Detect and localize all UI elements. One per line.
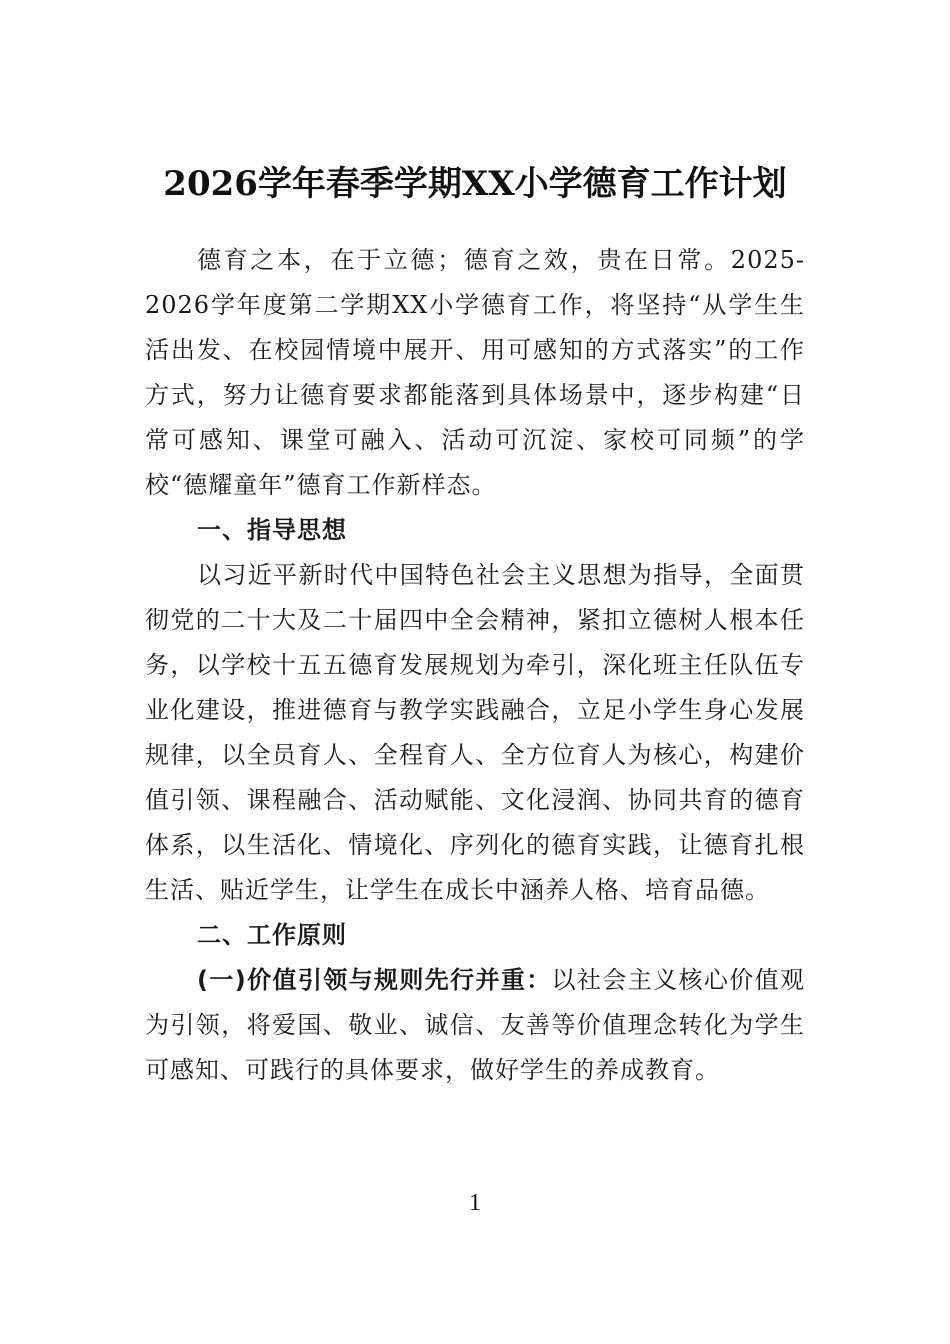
principle-item-1 [145,958,805,1093]
page-number: 1 [469,1190,481,1216]
principle-item-1-lead: (一)价值引领与规则先行并重： [197,966,552,994]
section-heading-guiding-ideology: 一、指导思想 [197,516,347,544]
document-title: 2026学年春季学期XX小学德育工作计划 [163,164,787,204]
document-body [145,238,805,1093]
section-heading-work-principles: 二、工作原则 [197,921,347,949]
guiding-ideology-paragraph: 以习近平新时代中国特色社会主义思想为指导，全面贯彻党的二十大及二十届四中全会精神，紧扣立德树人根本任务，以学校十五五德育发展规划为牵引，深化班主任队伍专业化建设，推进德育与教学实践融合，立足小学生身心发展规律，以全员育人、全程育人、全方位育人为核心，构建价值引领、课程融合、活动赋能、文化浸润、协同共育的德育体系，以生活化、情境化、序列化的德育实践，让德育扎根生活、贴近学生，让学生在成长中涵养人格、培育品德。 [145,561,805,904]
principle-item-1-text: 以社会主义核心价值观为引领，将爱国、敬业、诚信、友善等价值理念转化为学生可感知、可践行的具体要求，做好学生的养成教育。 [145,966,806,1084]
intro-paragraph: 德育之本，在于立德；德育之效，贵在日常。2025-2026学年度第二学期XX小学德育工作，将坚持“从学生生活出发、在校园情境中展开、用可感知的方式落实”的工作方式，努力让德育要求都能落到具体场景中，逐步构建“日常可感知、课堂可融入、活动可沉淀、家校可同频”的学校“德耀童年”德育工作新样态。 [145,246,805,499]
